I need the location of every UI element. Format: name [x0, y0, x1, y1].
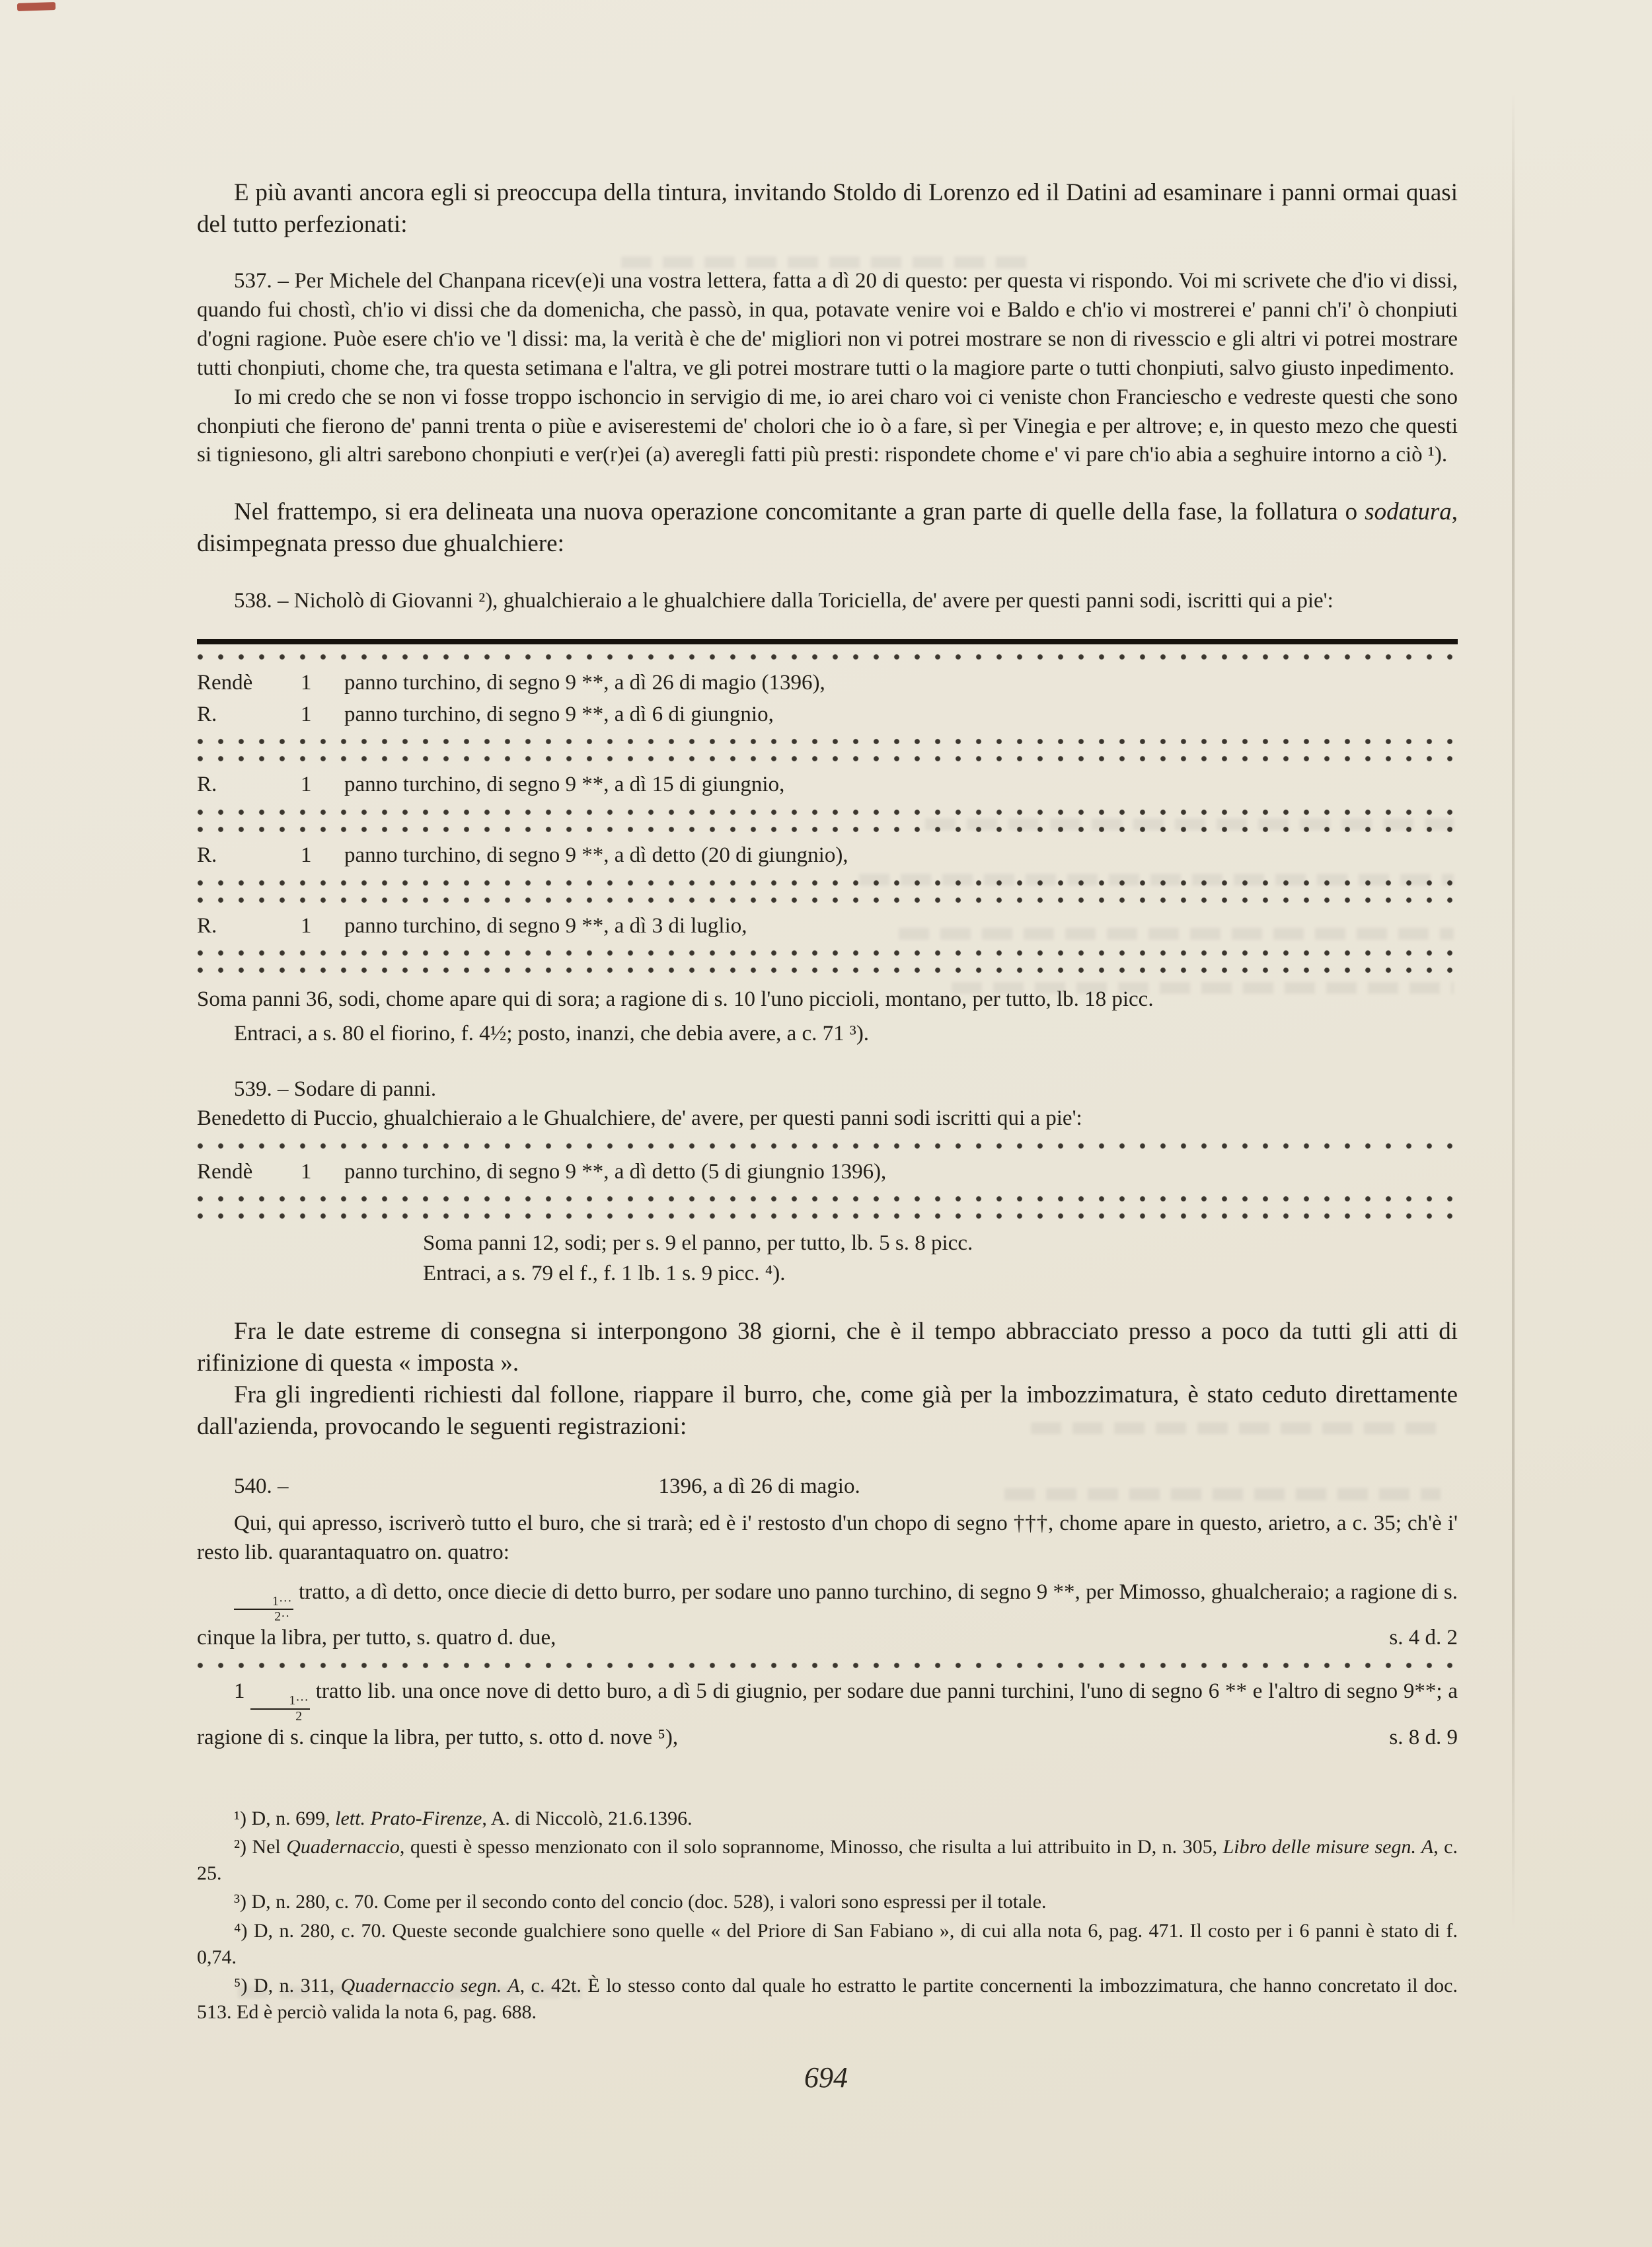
- ledger-label: Rendè: [197, 671, 253, 695]
- doc-538-ledger: [197, 652, 1458, 975]
- ledger-label: R.: [197, 913, 217, 938]
- footnotes-block: [197, 1806, 1458, 2026]
- footnote-3: ³) D, n. 280, c. 70. Come per il secondo conto del concio (doc. 528), i valori sono espressi per il totale.: [234, 1891, 1047, 1913]
- dotted-leader: [197, 965, 1458, 975]
- doc-540-date: 1396, a dì 26 di magio.: [658, 1474, 860, 1498]
- dotted-leader: [197, 1141, 1458, 1151]
- entry-amount: s. 8 d. 9: [1389, 1726, 1458, 1750]
- ledger-row: [197, 912, 1458, 941]
- intro-paragraph: E più avanti ancora egli si preoccupa della tintura, invitando Stoldo di Lorenzo ed il Datini ad esaminare i panni ormai quasi del tutto perfezionati:: [197, 179, 1458, 239]
- doc-540-number: 540. –: [234, 1474, 289, 1498]
- ledger-qty: 1: [301, 843, 312, 868]
- doc-540-headline: [197, 1474, 1458, 1499]
- ledger-row: [197, 669, 1458, 698]
- ledger-row: [197, 771, 1458, 800]
- ledger-label: Rendè: [197, 1159, 253, 1184]
- doc-538-entraci: Entraci, a s. 80 el fiorino, f. 4½; posto, inanzi, che debia avere, a c. 71 ³).: [234, 1021, 870, 1046]
- dotted-leader: [197, 652, 1458, 662]
- doc-539-header: Benedetto di Puccio, ghualchieraio a le Ghualchiere, de' avere, per questi panni sodi iscritti qui a pie':: [197, 1106, 1082, 1130]
- ledger-qty: 1: [301, 1159, 312, 1184]
- dotted-leader: [197, 948, 1458, 958]
- dotted-leader: [197, 1211, 1458, 1221]
- footnote-4: ⁴) D, n. 280, c. 70. Queste seconde gualchiere sono quelle « del Priore di San Fabiano », di cui alla nota 6, pag. 471. Il costo per i 6 panni è stato di f. 0,74.: [197, 1919, 1458, 1968]
- doc-537-paragraph-1: 537. – Per Michele del Chanpana ricev(e)i una vostra lettera, fatta a dì 20 di questo: per questa vi rispondo. Voi mi scrivete che d'io vi dissi, quando fui chostì, ch'io vi dissi che da domenicha, che passò, in qua, potavate venire voi e Baldo e ch'io vi mostrerei e' panni ch'i' ò chonpiuti d'ogni ragione. Puòe esere ch'io ve 'l dissi: ma, la verità è che de' migliori non vi potrei mostrare se non di rivesscio e gli altri vi potrei mostrare tutti chonpiuti, chome che, tra questa setimana e l'altra, ve gli potrei mostrare tutti o la magiore parte o tutti chonpiuti, salvo giusto inpedimento.: [197, 269, 1458, 380]
- doc-540-entry-2: [197, 1677, 1458, 1753]
- entry-amount: s. 4 d. 2: [1389, 1626, 1458, 1650]
- heavy-rule: [197, 639, 1458, 644]
- entry-text: 1 $\frac{1\cdot\cdot\cdot}{2}$ tratto lib. una once nove di detto buro, a dì 5 di giugnio, per sodare due panni turchini, l'uno di segno 6 ** e l'altro di segno 9**; a ragione di s. cinque la libra, per tutto, s. otto d. nove ⁵),: [197, 1679, 1458, 1750]
- doc-539-entraci: Entraci, a s. 79 el f., f. 1 lb. 1 s. 9 picc. ⁴).: [423, 1262, 786, 1286]
- red-ink-mark: [17, 2, 56, 11]
- footnote-1: ¹) D, n. 699, lett. Prato-Firenze, A. di Niccolò, 21.6.1396.: [234, 1807, 693, 1829]
- doc-539-summary: [423, 1228, 1458, 1289]
- ledger-label: R.: [197, 702, 217, 726]
- ledger-text: panno turchino, di segno 9 **, a dì 15 di giungnio,: [344, 773, 785, 797]
- page-content: [197, 177, 1458, 2028]
- ledger-label: R.: [197, 843, 217, 868]
- page-crease: [1512, 93, 1515, 1930]
- doc-538-header: 538. – Nicholò di Giovanni ²), ghualchieraio a le ghualchiere dalla Toriciella, de' avere per questi panni sodi, iscritti qui a pie':: [234, 588, 1333, 613]
- dotted-leader: [197, 1194, 1458, 1203]
- page-number: 694: [804, 2061, 848, 2094]
- dotted-leader: [197, 824, 1458, 834]
- ledger-row: [197, 841, 1458, 870]
- ledger-text: panno turchino, di segno 9 **, a dì 3 di luglio,: [344, 913, 747, 938]
- linking-paragraph-2: Fra le date estreme di consegna si interpongono 38 giorni, che è il tempo abbracciato presso a poco da tutti gli atti di rifinizione di questa « imposta ».: [197, 1317, 1458, 1377]
- doc-540-paragraph-1: Qui, qui apresso, iscriverò tutto el buro, che si trarà; ed è i' restosto d'un chopo di segno †††, chome apare in questo, arietro, a c. 35; ch'è i' resto lib. quarantaquatro on. quatro:: [197, 1511, 1458, 1564]
- doc-539-ledger: [197, 1141, 1458, 1221]
- ledger-qty: 1: [301, 913, 312, 938]
- doc-537-paragraph-2: Io mi credo che se non vi fosse troppo ischoncio in servigio di me, io arei charo voi ci veniste chon Franciescho e vedreste questi che sono chonpiuti che fierono de' panni trenta o piùe e aviserestemi de' cholori che io ò a fare, sì per Vinegia e per altrove; e, in questo mezo che questi si tigniesono, gli altri sarebono chonpiuti e ver(r)ei (a) averegli fatti più presti: rispondete chome e' vi pare ch'io abia a seghuire intorno a ciò ¹).: [197, 385, 1458, 467]
- doc-540-entry-1: [197, 1578, 1458, 1654]
- doc-538-soma: Soma panni 36, sodi, chome apare qui di sora; a ragione di s. 10 l'uno piccioli, montano, per tutto, lb. 18 picc.: [197, 987, 1154, 1012]
- dotted-leader: [197, 895, 1458, 905]
- dotted-leader: [197, 807, 1458, 817]
- doc-539-title: 539. – Sodare di panni.: [234, 1077, 437, 1101]
- footnote-2: ²) Nel Quadernaccio, questi è spesso menzionato con il solo soprannome, Minosso, che risulta a lui attribuito in D, n. 305, Libro delle misure segn. A, c. 25.: [197, 1836, 1458, 1885]
- ledger-qty: 1: [301, 671, 312, 695]
- linking-paragraph-1: Nel frattempo, si era delineata una nuova operazione concomitante a gran parte di quelle della fase, la follatura o sodatura, disimpegnata presso due ghualchiere:: [197, 498, 1458, 558]
- ledger-qty: 1: [301, 773, 312, 797]
- ledger-row: [197, 1158, 1458, 1187]
- dotted-leader: [197, 736, 1458, 746]
- linking-paragraph-3: Fra gli ingredienti richiesti dal follone, riappare il burro, che, come già per la imbozzimatura, è stato ceduto direttamente dall'azienda, provocando le seguenti registrazioni:: [197, 1381, 1458, 1440]
- ledger-text: panno turchino, di segno 9 **, a dì 26 di magio (1396),: [344, 671, 825, 695]
- footnote-5: ⁵) D, n. 311, Quadernaccio segn. A, c. 42t. È lo stesso conto dal quale ho estratto le partite concernenti la imbozzimatura, che hanno concretato il doc. 513. Ed è perciò valida la nota 6, pag. 688.: [197, 1975, 1458, 2024]
- doc-539-soma: Soma panni 12, sodi; per s. 9 el panno, per tutto, lb. 5 s. 8 picc.: [423, 1231, 973, 1256]
- ledger-row: [197, 701, 1458, 730]
- ledger-label: R.: [197, 773, 217, 797]
- dotted-leader: [197, 753, 1458, 763]
- ledger-text: panno turchino, di segno 9 **, a dì 6 di giungnio,: [344, 702, 774, 726]
- dotted-leader: [197, 878, 1458, 888]
- ledger-qty: 1: [301, 702, 312, 726]
- dotted-leader: [197, 1660, 1458, 1670]
- ledger-text: panno turchino, di segno 9 **, a dì detto (5 di giungnio 1396),: [344, 1159, 887, 1184]
- ledger-text: panno turchino, di segno 9 **, a dì detto (20 di giungnio),: [344, 843, 848, 868]
- entry-text: $\frac{1\cdot\cdot\cdot}{2\cdot\cdot}$ tratto, a dì detto, once diecie di detto burro, per sodare uno panno turchino, di segno 9 **, per Mimosso, ghualcheraio; a ragione di s. cinque la libra, per tutto, s. quatro d. due,: [197, 1580, 1458, 1650]
